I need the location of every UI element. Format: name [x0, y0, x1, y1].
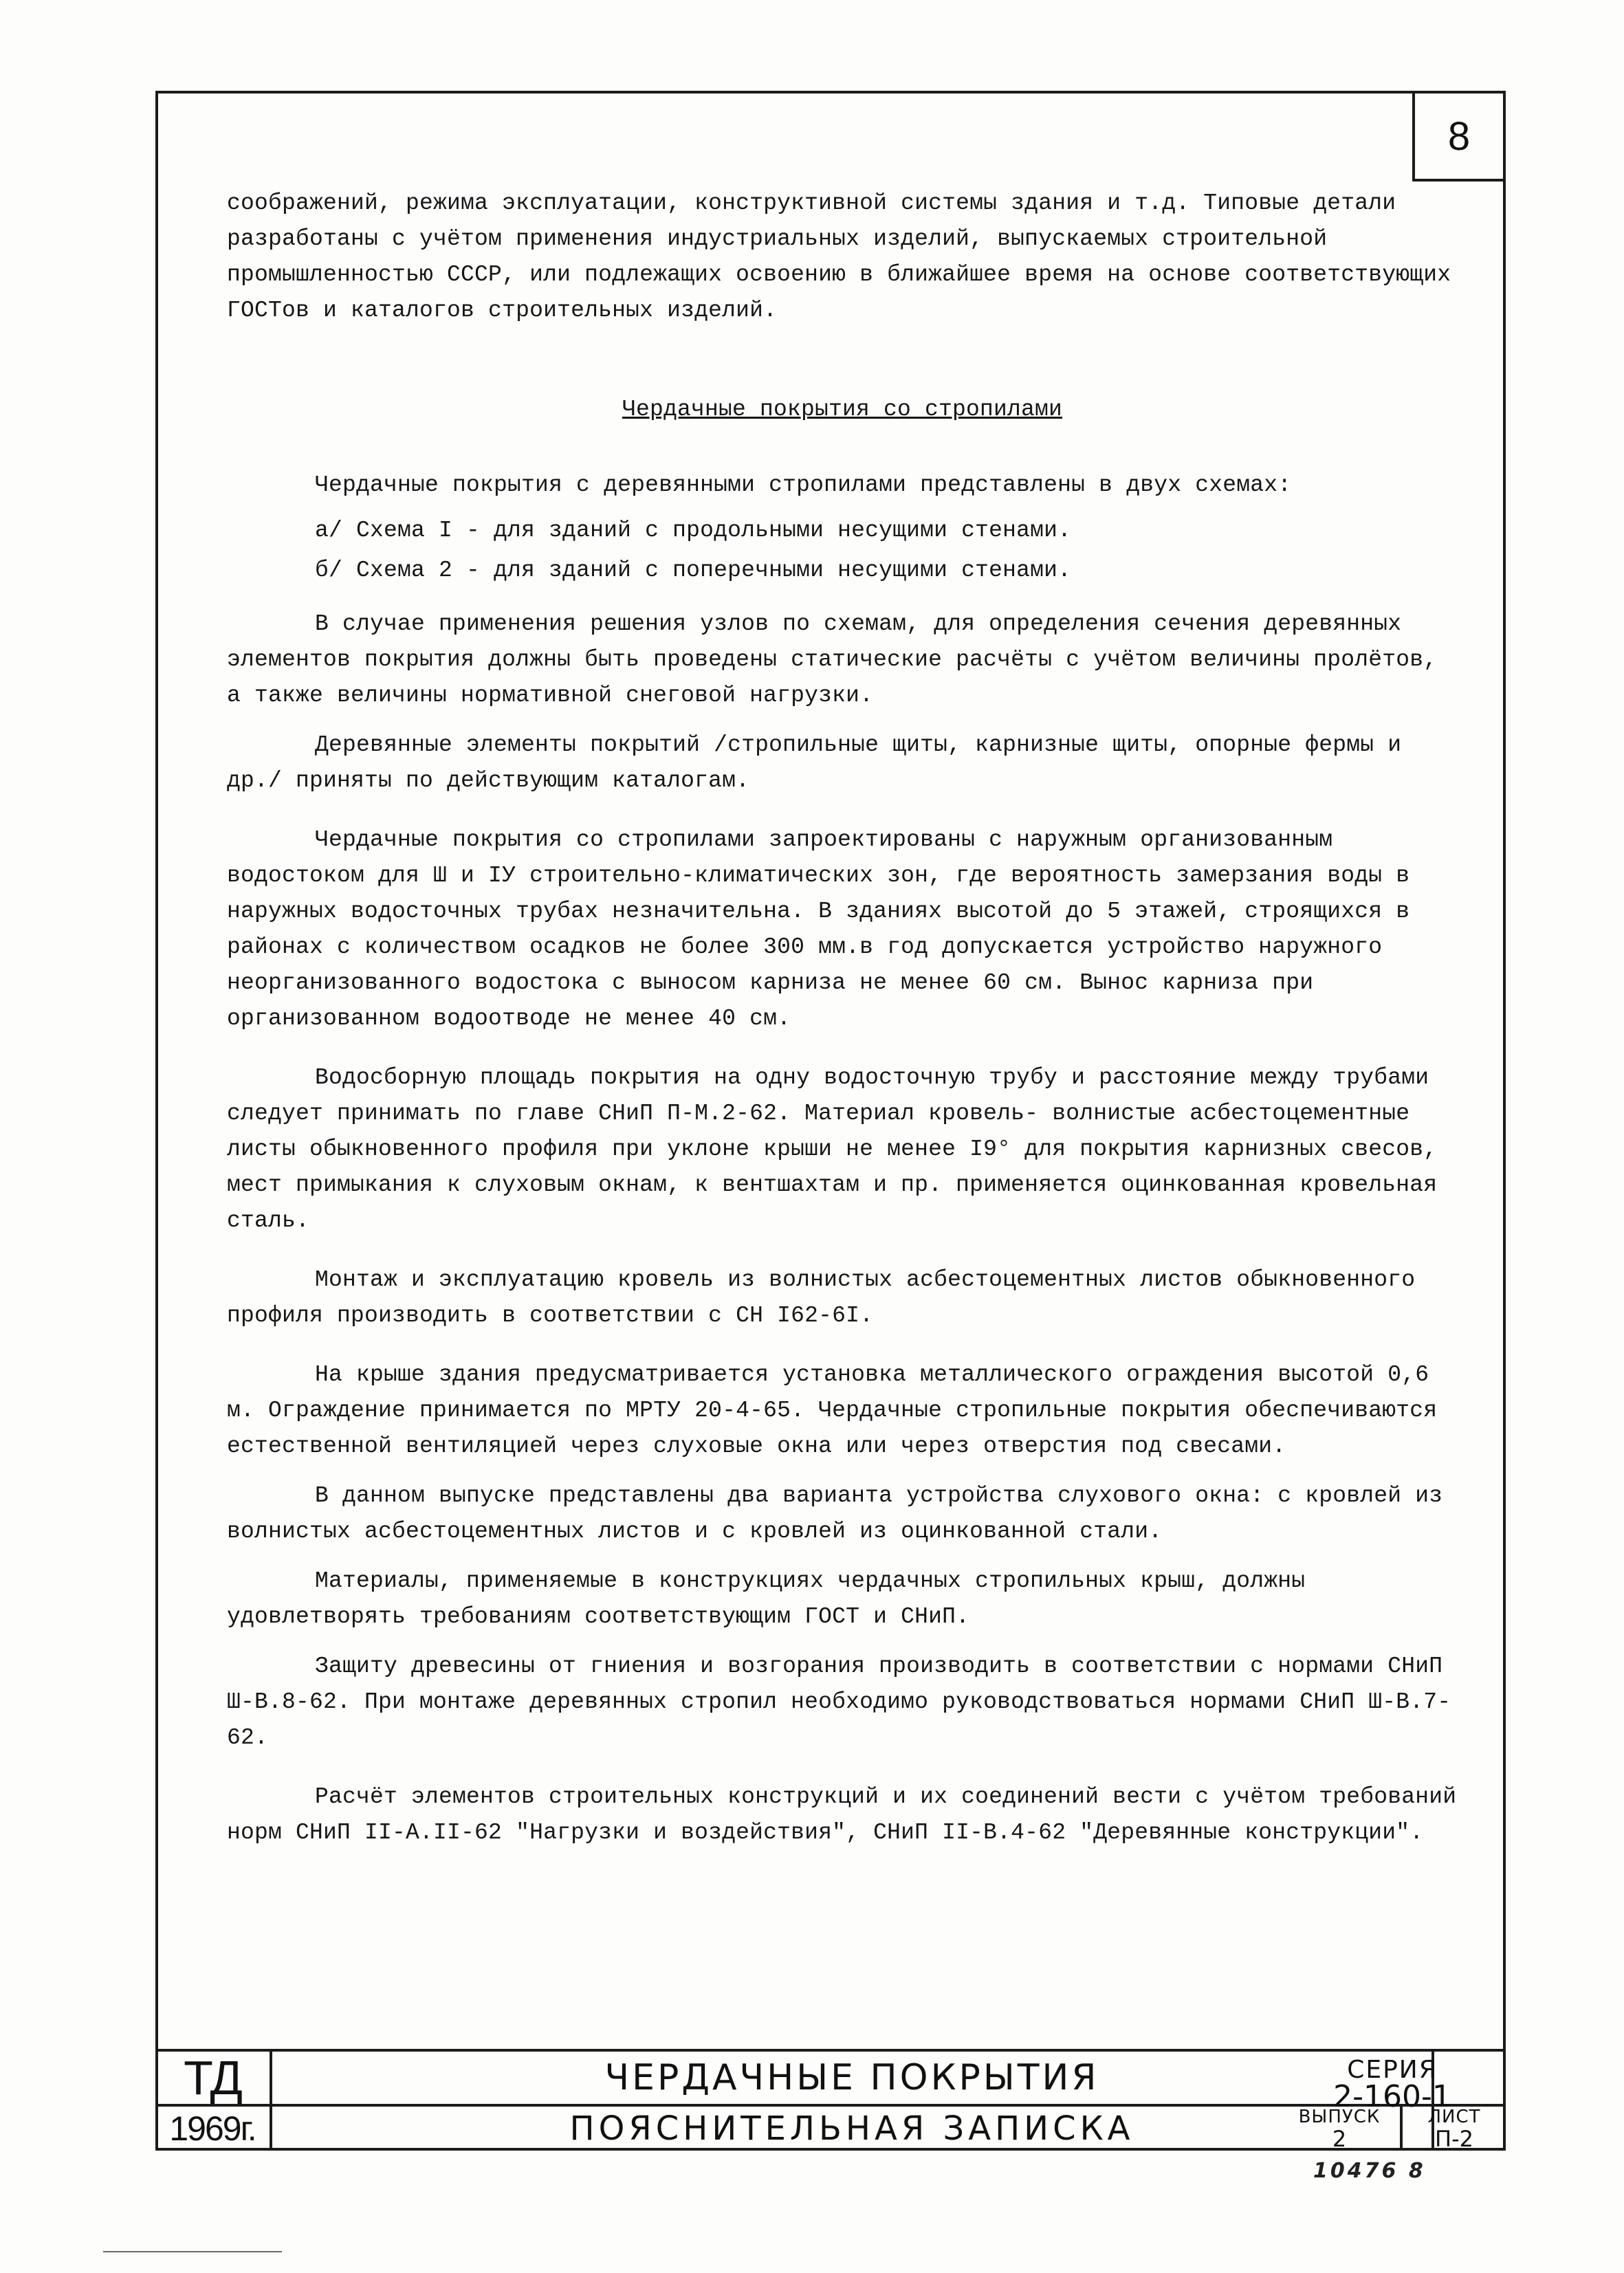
scheme-a: а/ Схема I - для зданий с продольными несущими стенами.	[315, 518, 1072, 543]
paragraph: Расчёт элементов строительных конструкций и их соединений вести с учётом требований норм СНиП II-А.II-62 "Нагрузки и воздействия", СНиП II-В.4-62 "Деревянные конструкции".	[227, 1784, 1457, 1845]
scheme-b: б/ Схема 2 - для зданий с поперечными несущими стенами.	[315, 558, 1072, 583]
paragraph: Защиту древесины от гниения и возгорания производить в соответствии с нормами СНиП Ш-В.8-62. При монтаже деревянных стропил необходимо руководствоваться нормами СНиП Ш-В.7-62.	[227, 1654, 1451, 1750]
year: 1969г.	[155, 2107, 272, 2151]
paragraph: В случае применения решения узлов по схемам, для определения сечения деревянных элементов покрытия должны быть проведены статические расчёты с учётом величины пролётов, а также величины нормативной снеговой нагрузки.	[227, 611, 1438, 708]
intro-paragraph: соображений, режима эксплуатации, конструктивной системы здания и т.д. Типовые детали разработаны с учётом применения индустриальных изделий, выпускаемых строительной промышленностью СССР, или подлежащих освоению в ближайшее время на основе соответствующих ГОСТов и каталогов строительных изделий.	[227, 190, 1451, 323]
drawing-subtitle: ПОЯСНИТЕЛЬНАЯ ЗАПИСКА	[272, 2107, 1434, 2151]
body-text	[227, 186, 1458, 1865]
series-value: 2-160-1	[1333, 2079, 1451, 2114]
paragraph: Чердачные покрытия со стропилами запроектированы с наружным организованным водостоком для Ш и IУ строительно-климатических зон, где вероятность замерзания воды в наружных водосточных трубах незначительна. В зданиях высотой до 5 этажей, строящихся в районах с количеством осадков не более 300 мм.в год допускается устройство наружного неорганизованного водостока с выносом карниза не менее 60 см. Вынос карниза при организованном водоотводе не менее 40 см.	[227, 827, 1410, 1031]
issue-cell	[1279, 2104, 1403, 2151]
issue-label: ВЫПУСК	[1298, 2107, 1381, 2127]
schemes-intro: Чердачные покрытия с деревянными стропилами представлены в двух схемах:	[315, 472, 1292, 498]
page-number: 8	[1412, 94, 1503, 182]
series-cell	[1279, 2052, 1506, 2114]
paragraph: Монтаж и эксплуатацию кровель из волнистых асбестоцементных листов обыкновенного профиля производить в соответствии с СН I62-6I.	[227, 1267, 1416, 1328]
td-mark: ТД	[155, 2052, 272, 2104]
drawing-title: ЧЕРДАЧНЫЕ ПОКРЫТИЯ	[272, 2052, 1434, 2104]
sheet-value: П-2	[1435, 2126, 1473, 2152]
paragraph: На крыше здания предусматривается установка металлического ограждения высотой 0,6 м. Ограждение принимается по МРТУ 20-4-65. Чердачные стропильные покрытия обеспечиваются естественной вентиляцией через слуховые окна или через отверстия под свесами.	[227, 1362, 1438, 1459]
inventory-number: 10476 8	[1313, 2159, 1426, 2183]
series-label: СЕРИЯ	[1347, 2056, 1438, 2084]
paragraph: Деревянные элементы покрытий /стропильные щиты, карнизные щиты, опорные фермы и др./ приняты по действующим каталогам.	[227, 732, 1402, 793]
paragraph: Водосборную площадь покрытия на одну водосточную трубу и расстояние между трубами следует принимать по главе СНиП П-М.2-62. Материал кровель- волнистые асбестоцементные листы обыкновенного профиля при уклоне крыши не менее I9° для покрытия карнизных свесов, мест примыкания к слуховым окнам, к вентшахтам и пр. применяется оцинкованная кровельная сталь.	[227, 1065, 1438, 1233]
sheet-label: ЛИСТ	[1427, 2107, 1481, 2127]
paragraph: В данном выпуске представлены два варианта устройства слухового окна: с кровлей из волнистых асбестоцементных листов и с кровлей из оцинкованной стали.	[227, 1483, 1443, 1544]
scan-artifact-line	[103, 2251, 282, 2252]
paragraph: Материалы, применяемые в конструкциях чердачных стропильных крыш, должны удовлетворять требованиям соответствующим ГОСТ и СНиП.	[227, 1568, 1306, 1629]
sheet-cell	[1403, 2104, 1506, 2151]
issue-value: 2	[1332, 2126, 1347, 2152]
section-heading: Чердачные покрытия со стропилами	[622, 397, 1063, 422]
